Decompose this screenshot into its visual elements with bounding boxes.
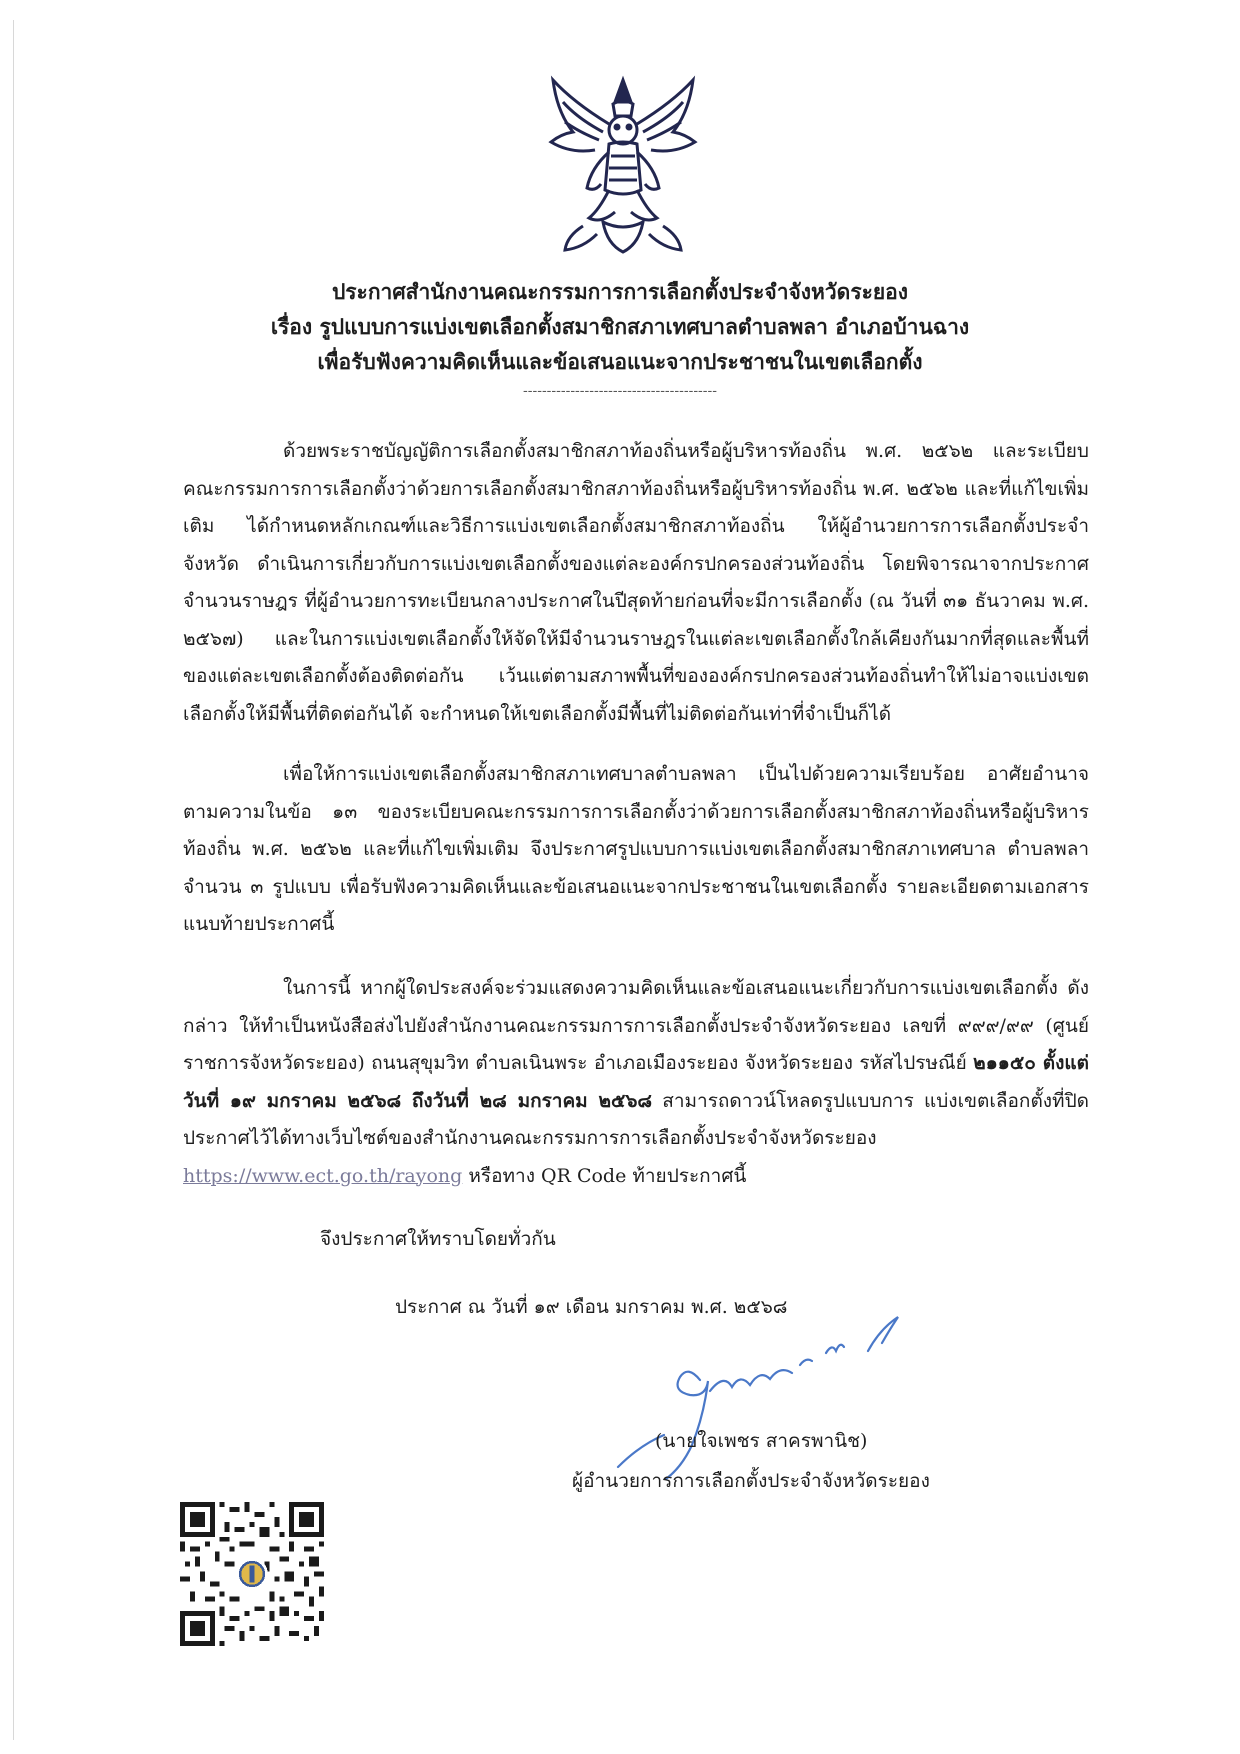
announcement-date: ประกาศ ณ วันที่ ๑๙ เดือน มกราคม พ.ศ. ๒๕๖๘ <box>395 1296 788 1318</box>
document-title <box>0 274 1240 401</box>
paragraph-2 <box>183 756 1089 944</box>
paragraph-3-text-a: ในการนี้ หากผู้ใดประสงค์จะร่วมแสดงความคิดเห็นและข้อเสนอแนะเกี่ยวกับการแบ่งเขตเลือกตั้ง ดังกล่าว ให้ทำเป็นหนังสือส่งไปยังสำนักงานคณะกรรมการการเลือกตั้งประจำจังหวัดระยอง เลขที่ ๙๙๙/๙๙ (ศูนย์ราชการจังหวัดระยอง) ถนนสุขุมวิท ตำบลเนินพระ อำเภอเมืองระยอง จังหวัดระยอง รหัสไปรษณีย์ <box>183 977 1089 1074</box>
paragraph-3-text-c: หรือทาง QR Code ท้ายประกาศนี้ <box>462 1164 747 1187</box>
submission-period: ๒๑๑๕๐ ตั้งแต่วันที่ ๑๙ มกราคม ๒๕๖๘ ถึงวันที่ ๒๘ มกราคม ๒๕๖๘ <box>183 1052 1089 1112</box>
qr-code-icon <box>180 1502 324 1646</box>
website-link[interactable]: https://www.ect.go.th/rayong <box>183 1164 463 1187</box>
signer-title: ผู้อำนวยการการเลือกตั้งประจำจังหวัดระยอง <box>572 1470 930 1492</box>
title-line-1: ประกาศสำนักงานคณะกรรมการการเลือกตั้งประจำจังหวัดระยอง <box>331 279 909 304</box>
closing-statement: จึงประกาศให้ทราบโดยทั่วกัน <box>320 1228 556 1250</box>
paragraph-1-text: ด้วยพระราชบัญญัติการเลือกตั้งสมาชิกสภาท้องถิ่นหรือผู้บริหารท้องถิ่น พ.ศ. ๒๕๖๒ และระเบียบคณะกรรมการการเลือกตั้งว่าด้วยการเลือกตั้งสมาชิกสภาท้องถิ่นหรือผู้บริหารท้องถิ่น พ.ศ. ๒๕๖๒ และที่แก้ไขเพิ่มเติม ได้กำหนดหลักเกณฑ์และวิธีการแบ่งเขตเลือกตั้งสมาชิกสภาท้องถิ่น ให้ผู้อำนวยการการเลือกตั้งประจำจังหวัด ดำเนินการเกี่ยวกับการแบ่งเขตเลือกตั้งของแต่ละองค์กรปกครองส่วนท้องถิ่น โดยพิจารณาจากประกาศจำนวนราษฎร ที่ผู้อำนวยการทะเบียนกลางประกาศในปีสุดท้ายก่อนที่จะมีการเลือกตั้ง (ณ วันที่ ๓๑ ธันวาคม พ.ศ. ๒๕๖๗) และในการแบ่งเขตเลือกตั้งให้จัดให้มีจำนวนราษฎรในแต่ละเขตเลือกตั้งใกล้เคียงกันมากที่สุดและพื้นที่ ของแต่ละเขตเลือกตั้งต้องติดต่อกัน เว้นแต่ตามสภาพพื้นที่ขององค์กรปกครองส่วนท้องถิ่นทำให้ไม่อาจแบ่งเขต เลือกตั้งให้มีพื้นที่ติดต่อกันได้ จะกำหนดให้เขตเลือกตั้งมีพื้นที่ไม่ติดต่อกันเท่าที่จำเป็นก็ได้ <box>183 440 1089 725</box>
paragraph-2-text: เพื่อให้การแบ่งเขตเลือกตั้งสมาชิกสภาเทศบาลตำบลพลา เป็นไปด้วยความเรียบร้อย อาศัยอำนาจ ตามความในข้อ ๑๓ ของระเบียบคณะกรรมการการเลือกตั้งว่าด้วยการเลือกตั้งสมาชิกสภาท้องถิ่นหรือผู้บริหาร ท้องถิ่น พ.ศ. ๒๕๖๒ และที่แก้ไขเพิ่มเติม จึงประกาศรูปแบบการแบ่งเขตเลือกตั้งสมาชิกสภาเทศบาล ตำบลพลา จำนวน ๓ รูปแบบ เพื่อรับฟังความคิดเห็นและข้อเสนอแนะจากประชาชนในเขตเลือกตั้ง รายละเอียดตามเอกสารแนบท้ายประกาศนี้ <box>183 763 1089 935</box>
paragraph-3 <box>183 970 1089 1195</box>
paragraph-3-text-b: สามารถดาวน์โหลดรูปแบบการ แบ่งเขตเลือกตั้งที่ปิดประกาศไว้ได้ทางเว็บไซต์ของสำนักงานคณะกรรมการการเลือกตั้งประจำจังหวัดระยอง <box>183 1089 1089 1149</box>
signer-name: (นายใจเพชร สาครพานิช) <box>655 1430 868 1452</box>
title-line-3: เพื่อรับฟังความคิดเห็นและข้อเสนอแนะจากประชาชนในเขตเลือกตั้ง <box>317 349 923 374</box>
garuda-emblem-icon <box>543 72 703 262</box>
paragraph-1 <box>183 433 1089 733</box>
title-line-2: เรื่อง รูปแบบการแบ่งเขตเลือกตั้งสมาชิกสภาเทศบาลตำบลพลา อำเภอบ้านฉาง <box>270 314 970 339</box>
title-separator: ----------------------------------------- <box>523 383 717 399</box>
